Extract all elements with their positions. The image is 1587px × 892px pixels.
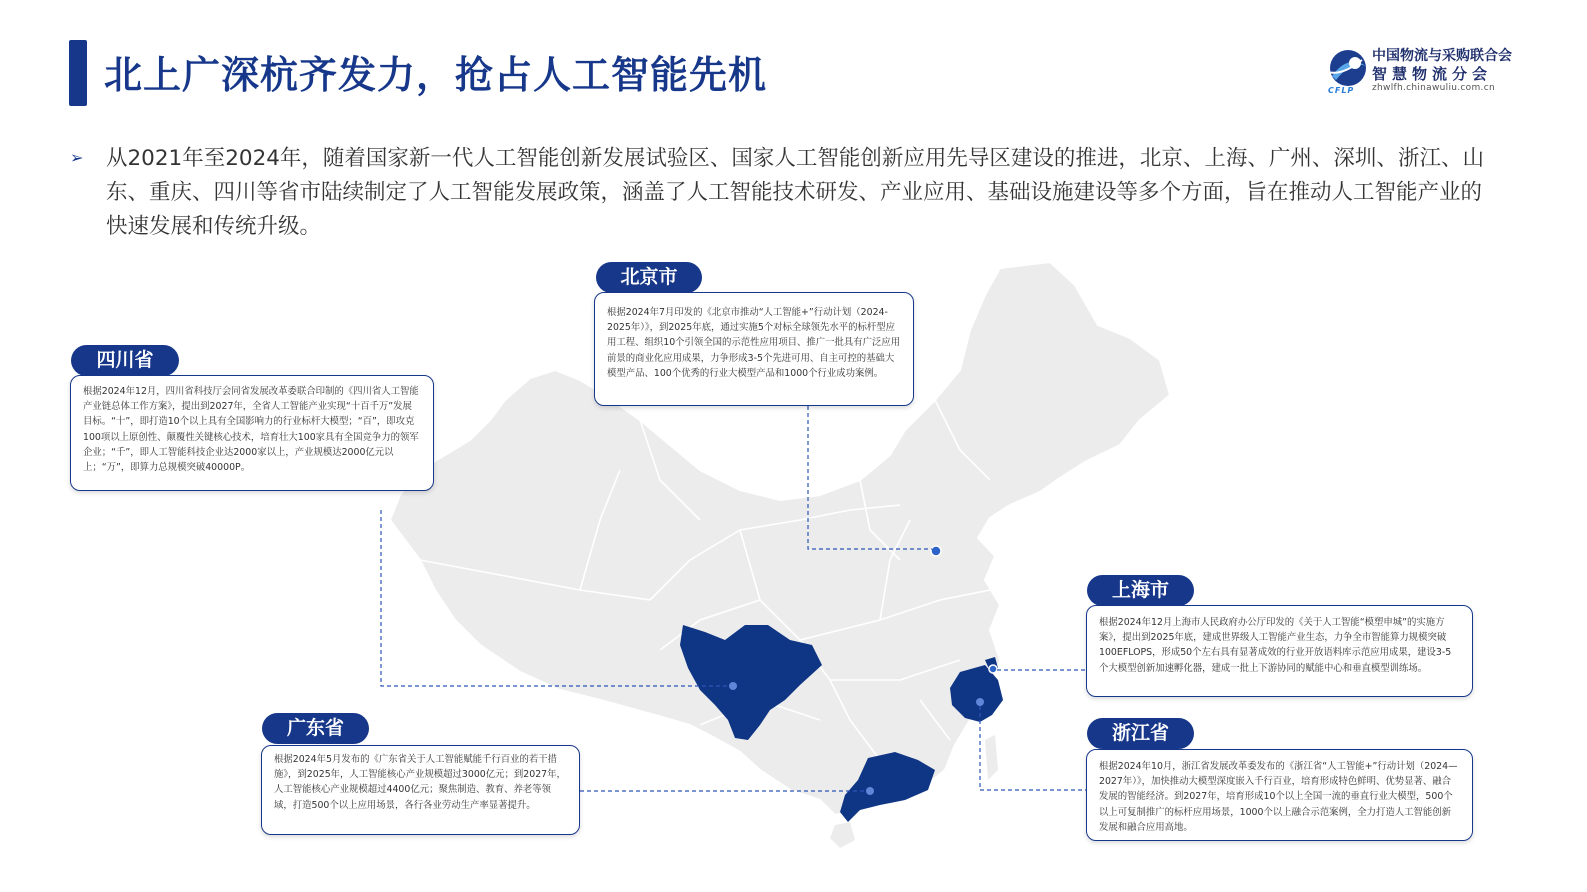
bullet-arrow-icon: ➢	[70, 148, 84, 167]
guangdong-card-text: 根据2024年5月发布的《广东省关于人工智能赋能千行百业的若干措施》，到2025年，人工智能核心产业规模超过3000亿元；到2027年，人工智能核心产业规模超过4400亿元；聚焦制造、教育、养老等领域，打造500个以上应用场景，各行各业劳动生产率显著提升。	[274, 754, 566, 811]
zhejiang-marker	[976, 698, 984, 706]
logo-name-line1: 中国物流与采购联合会	[1372, 48, 1512, 64]
sichuan-card-text: 根据2024年12月，四川省科技厅会同省发展改革委联合印制的《四川省人工智能产业链总体工作方案》，提出到2027年，全省人工智能产业实现“十百千万”发展目标。“十”，即打造10个以上具有全国影响力的行业标杆大模型；“百”，即攻克100项以上原创性、颠覆性关键核心技术，培育壮大100家具有全国竞争力的领军企业；“千”，即人工智能科技企业达2000家以上，产业规模达2000亿元以上；“万”，即算力总规模突破40000P。	[83, 386, 419, 474]
guangdong-marker	[866, 787, 874, 795]
guangdong-label: 广东省	[262, 713, 369, 744]
guangdong-card	[261, 745, 580, 835]
zhejiang-card-text: 根据2024年10月，浙江省发展改革委发布的《浙江省“人工智能+”行动计划（2024—2027年）》，加快推动大模型深度嵌入千行百业，培育形成特色鲜明、优势显著、融合发展的智能经济。到2027年，培育形成10个以上全国一流的垂直行业大模型，500个以上可复制推广的标杆应用场景，1000个以上融合示范案例，全力打造人工智能创新发展和融合应用高地。	[1099, 761, 1458, 833]
logo-url: zhwlfh.chinawuliu.com.cn	[1372, 83, 1495, 93]
taiwan-island	[985, 735, 998, 780]
beijing-card	[594, 292, 914, 406]
beijing-marker	[931, 546, 941, 556]
logo-abbr: CFLP	[1328, 86, 1355, 95]
zhejiang-label: 浙江省	[1087, 718, 1194, 749]
shanghai-label: 上海市	[1087, 575, 1194, 606]
hainan-island	[830, 822, 855, 848]
beijing-label: 北京市	[596, 262, 702, 293]
sichuan-label: 四川省	[71, 345, 179, 376]
logo-name-line2: 智慧物流分会	[1372, 65, 1493, 83]
intro-paragraph: 从2021年至2024年，随着国家新一代人工智能创新发展试验区、国家人工智能创新应用先导区建设的推进，北京、上海、广州、深圳、浙江、山东、重庆、四川等省市陆续制定了人工智能发展政策，涵盖了人工智能技术研发、产业应用、基础设施建设等多个方面，旨在推动人工智能产业的快速发展和传统升级。	[106, 146, 1484, 239]
beijing-card-text: 根据2024年7月印发的《北京市推动“人工智能+”行动计划（2024-2025年）》，到2025年底，通过实施5个对标全球领先水平的标杆型应用工程、组织10个引领全国的示范性应用项目、推广一批具有广泛应用前景的商业化应用成果，力争形成3-5个先进可用、自主可控的基础大模型产品、100个优秀的行业大模型产品和1000个行业成功案例。	[607, 307, 901, 379]
shanghai-marker	[989, 665, 997, 673]
sichuan-marker	[729, 682, 737, 690]
shanghai-card	[1086, 605, 1473, 697]
page-title: 北上广深杭齐发力，抢占人工智能先机	[104, 53, 768, 97]
sichuan-card	[70, 375, 434, 491]
shanghai-card-text: 根据2024年12月上海市人民政府办公厅印发的《关于人工智能“模塑申城”的实施方案》，提出到2025年底，建成世界级人工智能产业生态，力争全市智能算力规模突破100EFLOPS，形成50个左右具有显著成效的行业开放语料库示范应用成果，建设3-5个大模型创新加速孵化器，建成一批上下游协同的赋能中心和垂直模型训练场。	[1099, 617, 1452, 674]
zhejiang-card	[1086, 749, 1473, 841]
